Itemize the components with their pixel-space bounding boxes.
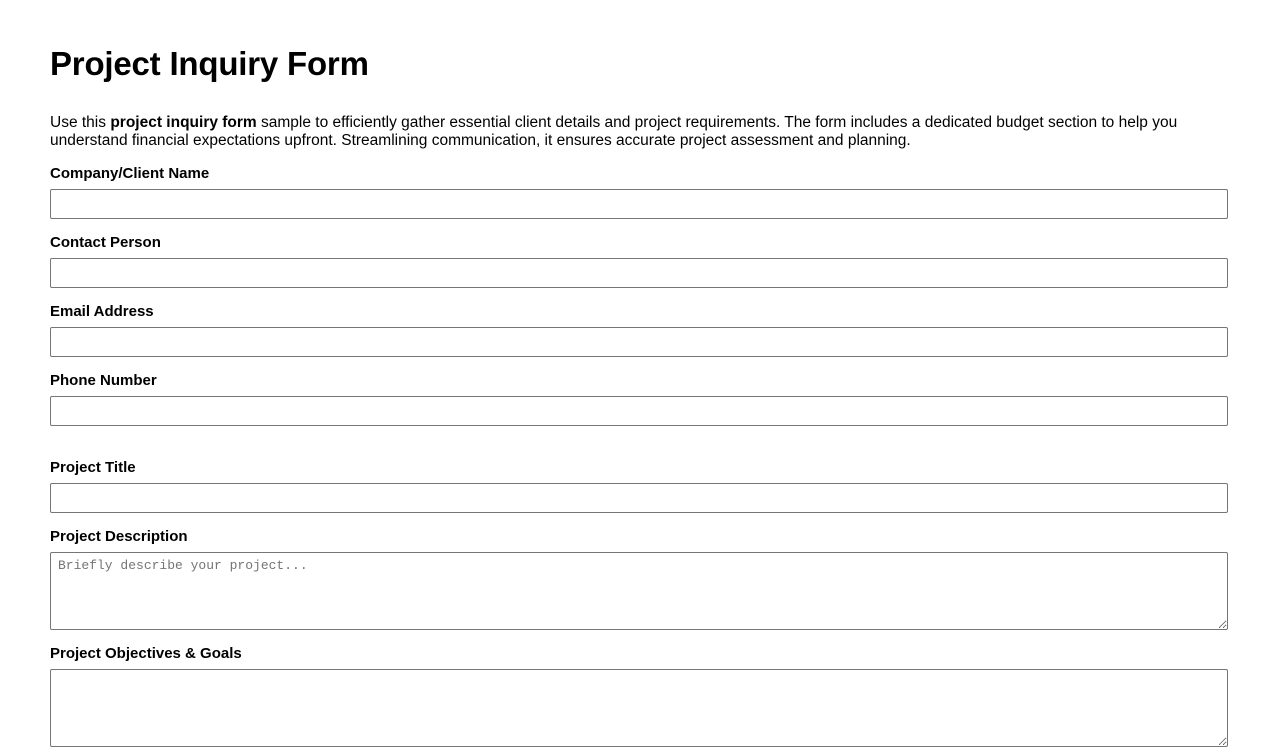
label-phone-number: Phone Number: [50, 372, 157, 390]
label-project-title: Project Title: [50, 459, 136, 477]
intro-paragraph: [50, 114, 1228, 151]
label-email-address: Email Address: [50, 303, 154, 321]
field-company-client-name: [50, 165, 1228, 219]
input-project-description[interactable]: [50, 552, 1228, 630]
input-project-title[interactable]: [50, 483, 1228, 513]
intro-text-after: sample to efficiently gather essential client details and project requirements. The form includes a dedicated budget section to help you understand financial expectations upfront. Streamlining communication, it ensures accurate project assessment and planning.: [50, 113, 1178, 149]
label-project-objectives-goals: Project Objectives & Goals: [50, 645, 242, 663]
field-project-description: [50, 528, 1228, 630]
input-contact-person[interactable]: [50, 258, 1228, 288]
intro-text-before: Use this: [50, 113, 111, 131]
page-title: Project Inquiry Form: [50, 45, 369, 82]
field-contact-person: [50, 234, 1228, 288]
input-email-address[interactable]: [50, 327, 1228, 357]
intro-text-bold: project inquiry form: [110, 113, 257, 131]
input-phone-number[interactable]: [50, 396, 1228, 426]
field-project-title: [50, 459, 1228, 513]
label-company-client-name: Company/Client Name: [50, 165, 210, 183]
field-phone-number: [50, 372, 1228, 426]
label-contact-person: Contact Person: [50, 234, 161, 252]
input-company-client-name[interactable]: [50, 189, 1228, 219]
input-project-objectives-goals[interactable]: [50, 669, 1228, 747]
field-project-objectives-goals: [50, 645, 1228, 747]
label-project-description: Project Description: [50, 528, 188, 546]
field-email-address: [50, 303, 1228, 357]
